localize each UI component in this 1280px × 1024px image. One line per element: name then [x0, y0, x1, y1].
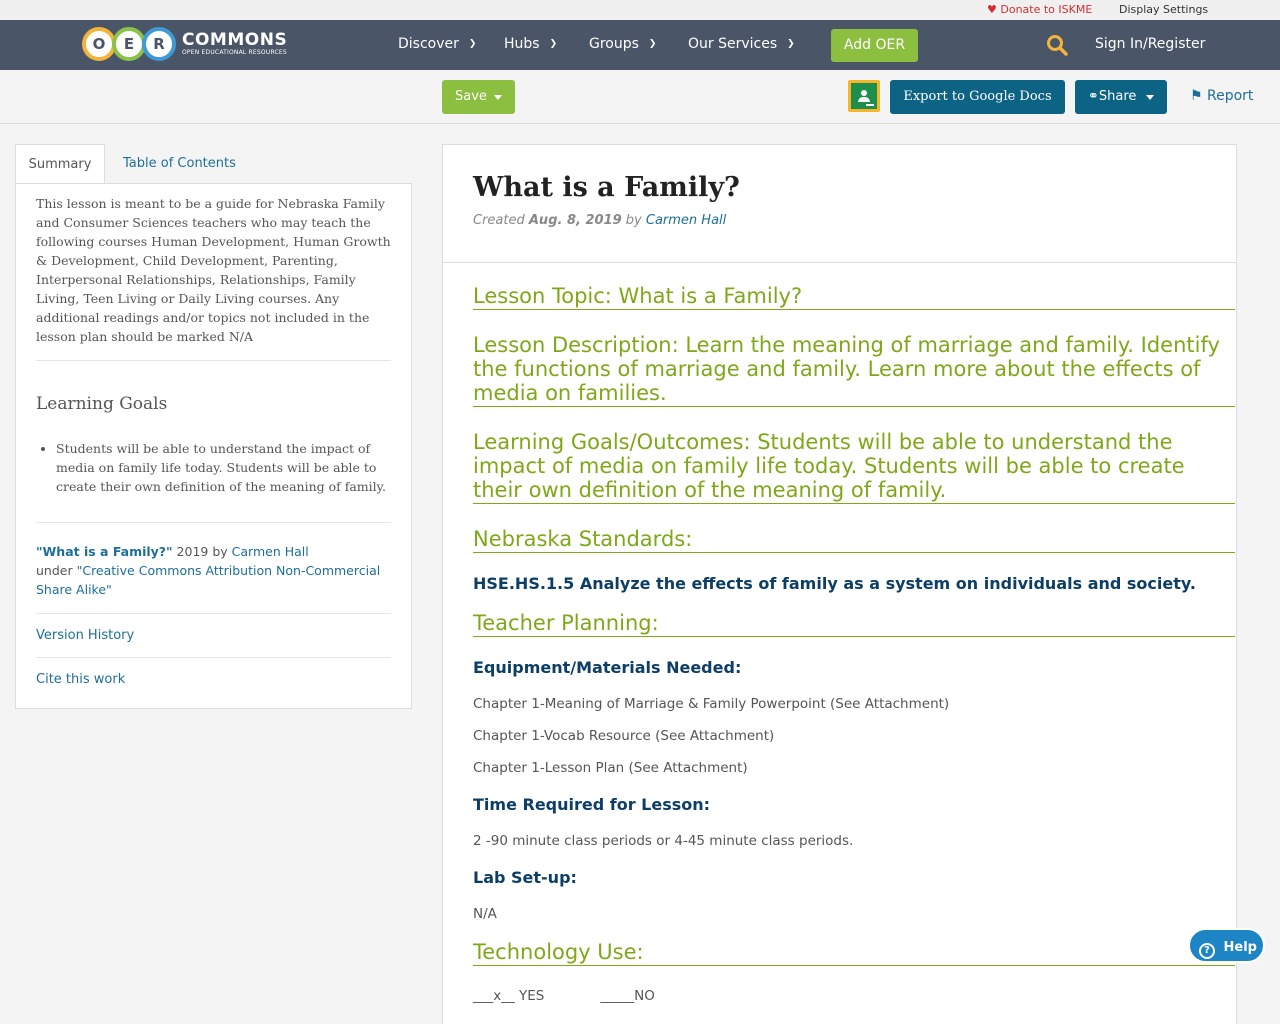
search-icon[interactable] [1046, 34, 1068, 56]
page-title: What is a Family? [473, 172, 740, 203]
chevron-down-icon: ❯ [549, 39, 558, 49]
logo-letter-o: O [82, 27, 116, 61]
cite-work-link[interactable]: Cite this work [36, 672, 126, 687]
time-required-heading: Time Required for Lesson: [473, 795, 711, 814]
technology-use-heading: Technology Use: [473, 940, 1235, 966]
time-required-text: 2 -90 minute class periods or 4-45 minute class periods. [473, 833, 854, 849]
standard-text: HSE.HS.1.5 Analyze the effects of family as a system on individuals and society. [473, 574, 1196, 593]
learning-goals-title: Learning Goals [36, 394, 168, 414]
teacher-planning-heading: Teacher Planning: [473, 611, 1235, 637]
export-google-docs-button[interactable]: Export to Google Docs [890, 80, 1065, 114]
logo-letter-r: R [142, 27, 176, 61]
nebraska-standards-heading: Nebraska Standards: [473, 527, 1235, 553]
list-item: • Students will be able to understand the impact of media on family life today. Students will be able to create their own definition of the meaning of family. [56, 439, 391, 496]
material-item: Chapter 1-Vocab Resource (See Attachment) [473, 728, 775, 744]
share-icon: ⚭ [1088, 89, 1099, 104]
technology-use-options: ___x__ YES _____NO [473, 988, 655, 1004]
material-item: Chapter 1-Lesson Plan (See Attachment) [473, 760, 748, 776]
question-icon: ? [1199, 943, 1215, 959]
display-settings-link[interactable]: Display Settings [1119, 3, 1209, 16]
resource-content-card [442, 144, 1237, 1024]
resource-body [473, 279, 1235, 1004]
share-button[interactable]: ⚭Share [1075, 80, 1167, 114]
created-info: Created Aug. 8, 2019 by Carmen Hall [473, 213, 727, 228]
help-button[interactable]: ? Help [1188, 928, 1265, 963]
chevron-down-icon: ❯ [468, 39, 477, 49]
learning-goals-list [36, 439, 391, 523]
chevron-down-icon: ❯ [648, 39, 657, 49]
main-navbar [0, 20, 1280, 70]
utility-bar [0, 0, 1280, 20]
tab-table-of-contents[interactable]: Table of Contents [123, 156, 236, 171]
google-classroom-icon[interactable] [848, 80, 880, 112]
lesson-description-heading: Lesson Description: Learn the meaning of marriage and family. Identify the functions of marriage and family. Learn more about the effects of media on families. [473, 333, 1235, 407]
caret-down-icon [1146, 95, 1154, 100]
nav-hubs[interactable]: Hubs ❯ [504, 36, 558, 52]
flag-icon: ⚑ [1190, 88, 1203, 104]
heart-icon: ♥ [987, 3, 997, 16]
nav-groups[interactable]: Groups ❯ [589, 36, 657, 52]
lab-setup-heading: Lab Set-up: [473, 868, 577, 887]
equipment-heading: Equipment/Materials Needed: [473, 658, 742, 677]
version-history-link[interactable]: Version History [36, 614, 391, 658]
nav-discover[interactable]: Discover ❯ [398, 36, 477, 52]
author-link[interactable]: Carmen Hall [645, 213, 727, 228]
summary-panel [15, 183, 412, 709]
chevron-down-icon: ❯ [787, 39, 795, 49]
resource-toolbar [0, 70, 1280, 124]
nav-our-services[interactable]: Our Services ❯ [688, 36, 795, 52]
tab-summary[interactable]: Summary [15, 144, 105, 184]
author-link[interactable]: Carmen Hall [231, 544, 309, 559]
add-oer-button[interactable]: Add OER [831, 29, 918, 62]
report-link[interactable]: ⚑ Report [1190, 88, 1254, 104]
logo-letter-e: E [112, 27, 146, 61]
material-item: Chapter 1-Meaning of Marriage & Family Powerpoint (See Attachment) [473, 696, 950, 712]
license-link[interactable]: "Creative Commons Attribution Non-Commercial Share Alike" [36, 563, 381, 597]
resource-header [443, 145, 1236, 263]
caret-down-icon [494, 95, 502, 100]
donate-link[interactable]: ♥ Donate to ISKME [987, 3, 1093, 16]
logo-wordmark: COMMONS OPEN EDUCATIONAL RESOURCES [182, 29, 288, 56]
resource-title-link[interactable]: "What is a Family?" [36, 544, 173, 559]
lab-setup-text: N/A [473, 906, 497, 922]
summary-text: This lesson is meant to be a guide for Nebraska Family and Consumer Sciences teachers who may teach the following courses Human Development, Human Growth & Development, Child Development, Parenting, Interpersonal Relationships, Relationships, Family Living, Teen Living or Daily Living courses. Any additional readings and/or topics not included in the lesson plan should be marked N/A [36, 194, 391, 361]
save-button[interactable]: Save [442, 80, 515, 114]
learning-goals-heading: Learning Goals/Outcomes: Students will be able to understand the impact of media on family life today. Students will be able to create their own definition of the meaning of family. [473, 430, 1235, 504]
sign-in-register-link[interactable]: Sign In/Register [1095, 36, 1206, 52]
oer-commons-logo[interactable] [82, 26, 287, 62]
lesson-topic-heading: Lesson Topic: What is a Family? [473, 284, 1235, 310]
license-info: "What is a Family?" 2019 by Carmen Hall under "Creative Commons Attribution Non-Commercial Share Alike" [36, 542, 391, 614]
